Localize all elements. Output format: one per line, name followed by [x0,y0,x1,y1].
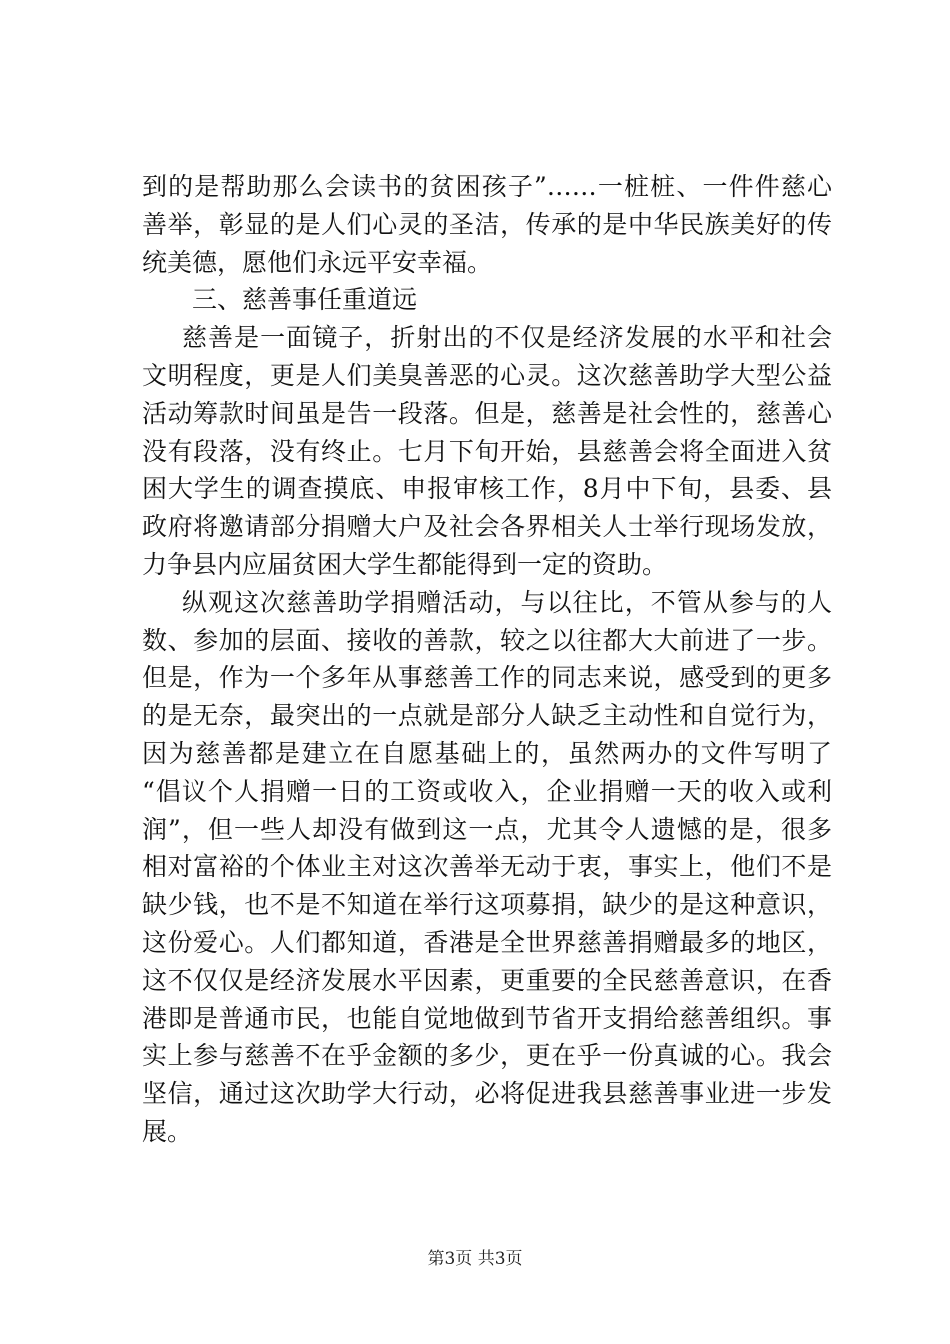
page-footer [0,1244,950,1269]
text-line: 这份爱心。人们都知道，香港是全世界慈善捐赠最多的地区， [142,927,832,957]
text-line: “倡议个人捐赠一日的工资或收入，企业捐赠一天的收入或利 [142,776,832,806]
paragraph-continuation [142,168,832,281]
paragraph [142,319,832,584]
text-line: 困大学生的调查摸底、申报审核工作，8月中下旬，县委、县 [142,474,832,504]
text-line: 数、参加的层面、接收的善款，较之以往都大大前进了一步。 [142,625,832,655]
text-line: 活动筹款时间虽是告一段落。但是，慈善是社会性的，慈善心 [142,398,832,428]
text-line: 政府将邀请部分捐赠大户及社会各界相关人士举行现场发放， [142,512,832,542]
text-line: 相对富裕的个体业主对这次善举无动于衷，事实上，他们不是 [142,852,832,882]
text-line: 的是无奈，最突出的一点就是部分人缺乏主动性和自觉行为， [142,701,832,731]
paragraph [142,584,832,1151]
text-line: 缺少钱，也不是不知道在举行这项募捐，缺少的是这种意识， [142,890,832,920]
text-line: 纵观这次慈善助学捐赠活动，与以往比，不管从参与的人 [182,587,832,617]
text-line: 到的是帮助那么会读书的贫困孩子”……一桩桩、一件件慈心 [142,172,832,201]
page-number-indicator: 第3页 共3页 [427,1249,523,1269]
text-line: 坚信，通过这次助学大行动，必将促进我县慈善事业进一步发 [142,1079,832,1109]
text-line: 力争县内应届贫困大学生都能得到一定的资助。 [142,549,668,579]
text-line: 统美德，愿他们永远平安幸福。 [142,247,493,277]
text-line: 这不仅仅是经济发展水平因素，更重要的全民慈善意识，在香 [142,965,832,995]
text-line: 展。 [142,1116,193,1146]
text-line: 慈善是一面镜子，折射出的不仅是经济发展的水平和社会 [182,323,832,353]
section-heading-text: 三、慈善事任重道远 [192,285,418,315]
text-line: 实上参与慈善不在乎金额的多少，更在乎一份真诚的心。我会 [142,1041,832,1071]
text-line: 善举，彰显的是人们心灵的圣洁，传承的是中华民族美好的传 [142,209,832,239]
text-line: 文明程度，更是人们美臭善恶的心灵。这次慈善助学大型公益 [142,360,832,390]
section-heading [142,281,832,319]
text-line: 但是，作为一个多年从事慈善工作的同志来说，感受到的更多 [142,663,832,693]
text-line: 润”，但一些人却没有做到这一点，尤其令人遗憾的是，很多 [142,814,832,844]
text-line: 因为慈善都是建立在自愿基础上的，虽然两办的文件写明了 [142,738,832,768]
text-line: 没有段落，没有终止。七月下旬开始，县慈善会将全面进入贫 [142,436,832,466]
text-line: 港即是普通市民，也能自觉地做到节省开支捐给慈善组织。事 [142,1003,832,1033]
document-body [142,168,832,1151]
